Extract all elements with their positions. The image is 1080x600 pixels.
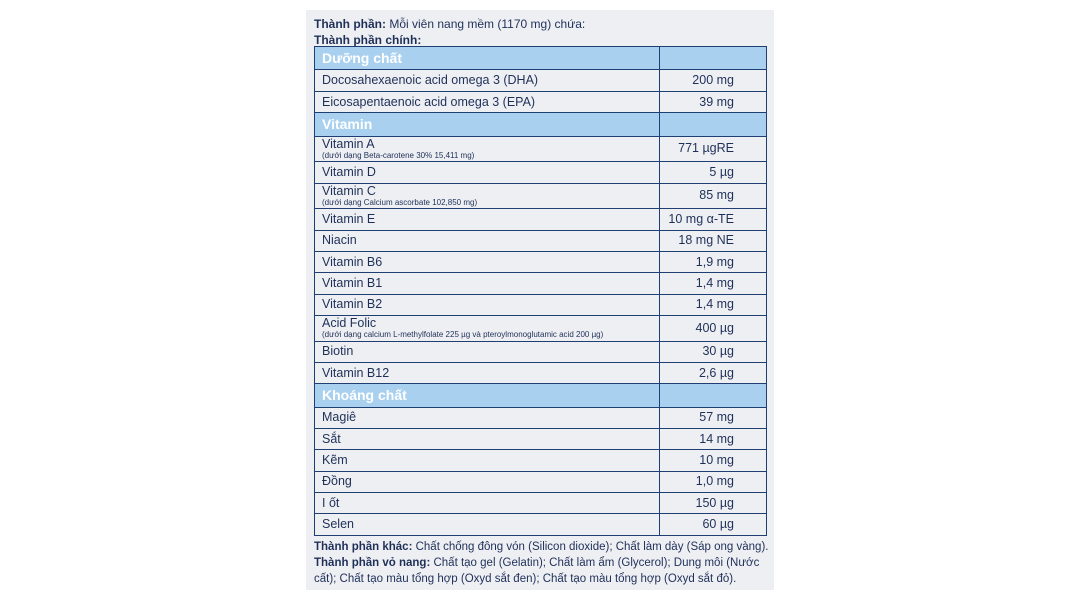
table-row — [315, 429, 767, 450]
ingredient-name: Đồng — [322, 474, 352, 489]
table-row — [315, 183, 767, 209]
ingredient-cell — [315, 315, 660, 341]
capsule-shell-text: Chất tạo gel (Gelatin); Chất làm ẩm (Glycerol); Dung môi (Nước cất); Chất tạo màu tổng hợp (Oxyd sắt đen); Chất tạo màu tổng hợp (Oxyd sắt đỏ). — [314, 557, 760, 585]
ingredient-cell — [315, 136, 660, 162]
ingredient-amount: 150 µg — [660, 493, 767, 514]
section-value-cell — [660, 384, 767, 407]
capsule-shell-label: Thành phần vỏ nang: — [314, 557, 431, 569]
ingredient-source: (dưới dạng Calcium ascorbate 102,850 mg) — [322, 197, 478, 207]
ingredient-name: Vitamin A — [322, 136, 375, 151]
ingredient-amount: 39 mg — [660, 91, 767, 112]
section-header — [315, 113, 767, 136]
ingredient-name: Biotin — [322, 344, 354, 359]
ingredient-cell — [315, 91, 660, 112]
other-ingredients — [314, 539, 770, 555]
ingredient-source: (dưới dạng Beta-carotene 30% 15,411 mg) — [322, 150, 475, 160]
notes-block — [314, 539, 770, 587]
ingredient-amount: 10 mg — [660, 450, 767, 471]
table-row — [315, 209, 767, 230]
other-ingredients-label: Thành phần khác: — [314, 541, 413, 553]
ingredient-amount: 85 mg — [660, 183, 767, 209]
ingredient-name: Acid Folic — [322, 316, 377, 331]
ingredient-cell — [315, 209, 660, 230]
ingredient-name: Magiê — [322, 410, 357, 425]
table-row — [315, 450, 767, 471]
ingredient-amount: 1,4 mg — [660, 294, 767, 315]
ingredient-cell — [315, 230, 660, 251]
ingredient-amount: 5 µg — [660, 162, 767, 183]
ingredient-name: Vitamin B6 — [322, 254, 383, 269]
capsule-description: Mỗi viên nang mềm (1170 mg) chứa: — [389, 17, 586, 31]
section-header — [315, 47, 767, 70]
ingredient-name: Docosahexaenoic acid omega 3 (DHA) — [322, 73, 539, 88]
ingredient-amount: 1,9 mg — [660, 251, 767, 272]
ingredient-name: Vitamin B12 — [322, 365, 390, 380]
section-title: Khoáng chất — [315, 384, 660, 407]
ingredient-cell — [315, 162, 660, 183]
ingredient-name: Vitamin E — [322, 211, 376, 226]
ingredient-name: Sắt — [322, 431, 341, 446]
ingredient-name: Niacin — [322, 233, 357, 248]
ingredient-name: Vitamin B2 — [322, 297, 383, 312]
ingredient-cell — [315, 450, 660, 471]
table-row — [315, 162, 767, 183]
table-row — [315, 230, 767, 251]
ingredient-cell — [315, 362, 660, 383]
ingredient-amount: 200 mg — [660, 70, 767, 91]
ingredient-name: Vitamin C — [322, 183, 376, 198]
main-ingredients-label: Thành phần chính: — [314, 33, 422, 47]
table-row — [315, 294, 767, 315]
ingredient-amount: 1,4 mg — [660, 273, 767, 294]
table-row — [315, 70, 767, 91]
section-value-cell — [660, 113, 767, 136]
ingredient-amount: 10 mg α-TE — [660, 209, 767, 230]
ingredient-cell — [315, 251, 660, 272]
ingredient-amount: 18 mg NE — [660, 230, 767, 251]
ingredient-cell — [315, 429, 660, 450]
table-row — [315, 514, 767, 536]
ingredient-amount: 771 µgRE — [660, 136, 767, 162]
ingredient-name: Vitamin B1 — [322, 275, 383, 290]
ingredient-amount: 30 µg — [660, 341, 767, 362]
table-row — [315, 362, 767, 383]
ingredient-amount: 60 µg — [660, 514, 767, 536]
ingredient-amount: 1,0 mg — [660, 471, 767, 492]
ingredient-cell — [315, 493, 660, 514]
ingredients-label: Thành phần: — [314, 17, 386, 31]
section-title: Dưỡng chất — [315, 47, 660, 70]
ingredients-panel — [306, 10, 774, 590]
table-row — [315, 251, 767, 272]
section-header — [315, 384, 767, 407]
ingredient-cell — [315, 514, 660, 536]
table-row — [315, 471, 767, 492]
ingredient-name: Eicosapentaenoic acid omega 3 (EPA) — [322, 94, 536, 109]
ingredient-cell — [315, 70, 660, 91]
ingredient-cell — [315, 183, 660, 209]
ingredient-amount: 14 mg — [660, 429, 767, 450]
table-row — [315, 315, 767, 341]
ingredient-cell — [315, 407, 660, 428]
ingredient-source: (dưới dạng calcium L-methylfolate 225 µg và pteroylmonoglutamic acid 200 µg) — [322, 330, 604, 340]
table-row — [315, 91, 767, 112]
ingredient-name: Vitamin D — [322, 164, 376, 179]
ingredient-name: I ốt — [322, 495, 340, 510]
ingredient-name: Selen — [322, 517, 354, 532]
table-row — [315, 493, 767, 514]
table-row — [315, 407, 767, 428]
ingredient-amount: 2,6 µg — [660, 362, 767, 383]
ingredient-cell — [315, 294, 660, 315]
ingredient-cell — [315, 471, 660, 492]
ingredient-amount: 400 µg — [660, 315, 767, 341]
ingredient-amount: 57 mg — [660, 407, 767, 428]
other-ingredients-text: Chất chống đông vón (Silicon dioxide); Chất làm dày (Sáp ong vàng). — [415, 541, 769, 553]
ingredient-cell — [315, 341, 660, 362]
ingredient-name: Kẽm — [322, 453, 348, 468]
section-value-cell — [660, 47, 767, 70]
ingredients-table — [314, 46, 767, 536]
capsule-shell-ingredients — [314, 555, 770, 587]
section-title: Vitamin — [315, 113, 660, 136]
intro-block — [314, 16, 585, 48]
table-row — [315, 341, 767, 362]
table-row — [315, 136, 767, 162]
table-row — [315, 273, 767, 294]
ingredient-cell — [315, 273, 660, 294]
intro-line-1 — [314, 16, 585, 32]
